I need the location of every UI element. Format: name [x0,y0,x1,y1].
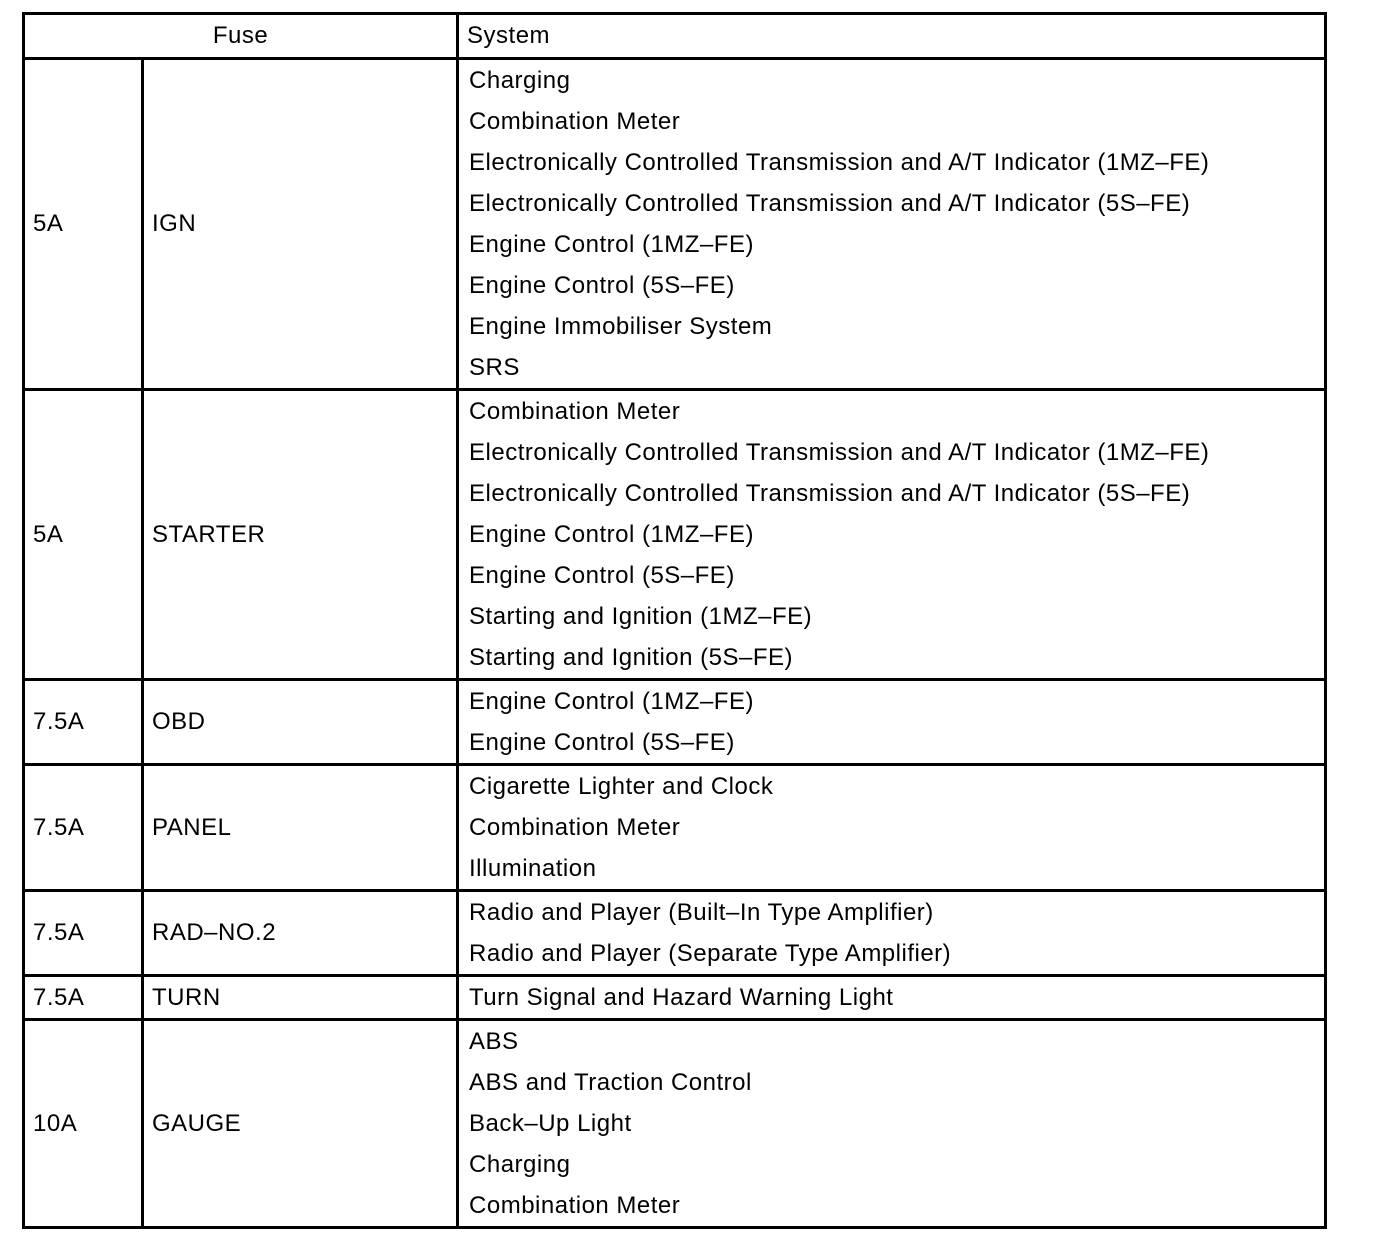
system-list [458,976,1326,1020]
system-list [458,680,1326,765]
system-item: Engine Control (1MZ–FE) [469,688,754,715]
system-item: Radio and Player (Built–In Type Amplifier) [469,899,934,926]
system-item: Engine Immobiliser System [469,313,773,340]
system-item: Starting and Ignition (5S–FE) [469,644,794,671]
system-item: ABS and Traction Control [469,1069,752,1096]
system-item: ABS [469,1028,519,1055]
fuse-amperage: 5A [24,59,143,390]
fuse-amperage: 5A [24,390,143,680]
table-row [24,765,1326,891]
fuse-table [22,12,1327,1229]
fuse-name: GAUGE [143,1020,458,1228]
table-row [24,680,1326,765]
table-row [24,1020,1326,1228]
system-list [458,765,1326,891]
fuse-name: IGN [143,59,458,390]
system-item: Starting and Ignition (1MZ–FE) [469,603,813,630]
system-item: Radio and Player (Separate Type Amplifier) [469,940,952,967]
table-row [24,59,1326,390]
system-item: Engine Control (1MZ–FE) [469,231,754,258]
fuse-amperage: 7.5A [24,680,143,765]
system-item: Illumination [469,855,597,882]
table-row [24,390,1326,680]
system-item: Combination Meter [469,814,681,841]
fuse-name: STARTER [143,390,458,680]
system-item: Engine Control (5S–FE) [469,562,735,589]
system-list [458,390,1326,680]
system-item: Charging [469,1151,571,1178]
fuse-name: OBD [143,680,458,765]
fuse-amperage: 7.5A [24,765,143,891]
fuse-amperage: 7.5A [24,976,143,1020]
system-item: Electronically Controlled Transmission and A/T Indicator (1MZ–FE) [469,439,1210,466]
system-list [458,1020,1326,1228]
system-item: SRS [469,354,520,381]
fuse-name: PANEL [143,765,458,891]
system-item: Engine Control (1MZ–FE) [469,521,754,548]
table-row [24,891,1326,976]
system-item: Cigarette Lighter and Clock [469,773,774,800]
fuse-amperage: 10A [24,1020,143,1228]
system-item: Combination Meter [469,398,681,425]
system-item: Back–Up Light [469,1110,632,1137]
system-list [458,59,1326,390]
system-header: System [458,14,1326,59]
system-item: Turn Signal and Hazard Warning Light [469,984,894,1011]
system-item: Charging [469,67,571,94]
fuse-header: Fuse [24,14,458,59]
system-item: Electronically Controlled Transmission and A/T Indicator (5S–FE) [469,480,1191,507]
table-row [24,976,1326,1020]
fuse-name: RAD–NO.2 [143,891,458,976]
system-list [458,891,1326,976]
system-item: Electronically Controlled Transmission and A/T Indicator (1MZ–FE) [469,149,1210,176]
system-item: Combination Meter [469,108,681,135]
fuse-name: TURN [143,976,458,1020]
header-row [24,14,1326,59]
system-item: Combination Meter [469,1192,681,1219]
system-item: Engine Control (5S–FE) [469,272,735,299]
fuse-table-body [24,59,1326,1228]
fuse-amperage: 7.5A [24,891,143,976]
system-item: Electronically Controlled Transmission and A/T Indicator (5S–FE) [469,190,1191,217]
system-item: Engine Control (5S–FE) [469,729,735,756]
